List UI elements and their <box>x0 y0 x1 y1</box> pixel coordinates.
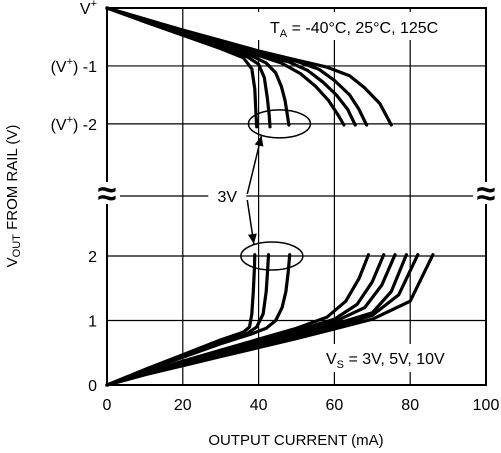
upper-curve-1 <box>107 8 257 127</box>
x-axis-title: OUTPUT CURRENT (mA) <box>208 432 384 449</box>
axis-break-marks <box>94 175 499 213</box>
y-tick-label-upper: V+ <box>79 0 97 18</box>
upper-curve-2 <box>107 8 270 127</box>
x-tick-label: 100 <box>472 397 500 414</box>
y-axis-title: $V_{OUT}$ FROM RAIL (V) <box>4 124 23 268</box>
axis-break-right: ≈ <box>476 175 496 213</box>
lower-curve-3 <box>107 255 290 385</box>
axis-break-left: ≈ <box>97 175 117 213</box>
x-tick-label: 80 <box>401 397 420 414</box>
x-tick-label: 40 <box>249 397 268 414</box>
y-tick-label-upper: (V+) -2 <box>50 113 97 134</box>
temperature-annotation: $T_A = -40^\circ C$, 25°C, 125C <box>270 20 439 40</box>
callout-annotations <box>208 110 310 270</box>
x-tick-label: 60 <box>325 397 344 414</box>
y-tick-label-upper: (V+) -1 <box>50 55 97 76</box>
y-tick-label-lower: 1 <box>88 313 97 331</box>
callout-arrow-lower-head <box>248 233 257 244</box>
x-tick-label: 20 <box>173 397 192 414</box>
y-tick-label-lower: 0 <box>88 378 97 395</box>
supply-annotation: $V_S = 3V$, 5V, 10V <box>326 351 445 371</box>
x-tick-label: 0 <box>102 397 112 414</box>
y-tick-label-lower: 2 <box>88 249 97 267</box>
callout-label: 3V <box>217 189 238 206</box>
